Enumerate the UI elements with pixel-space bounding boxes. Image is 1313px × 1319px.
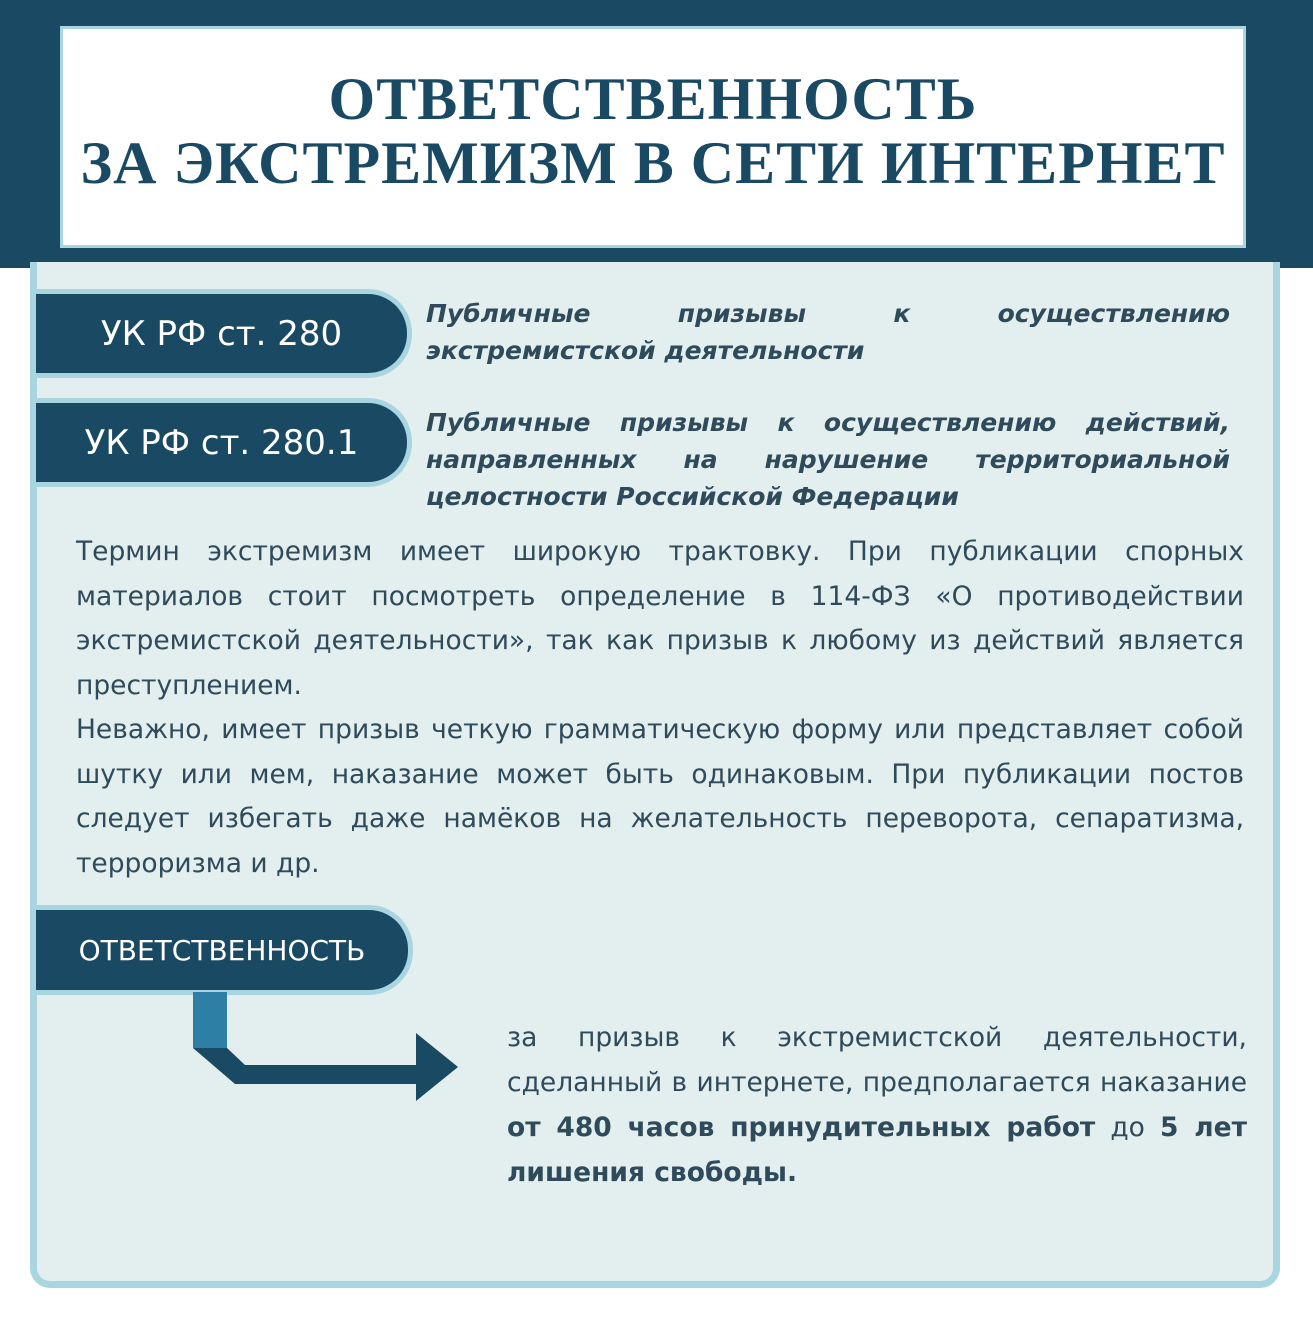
- bent-arrow-right-icon: [185, 992, 465, 1107]
- article-280-description-line-2: экстремистской деятельности: [426, 336, 865, 365]
- responsibility-label: ОТВЕТСТВЕННОСТЬ: [36, 905, 413, 995]
- article-280-label: УК РФ ст. 280: [36, 289, 412, 378]
- arrow-body: [193, 1033, 458, 1101]
- article-280-description-line-1: Публичные призывы к осуществлению: [426, 299, 1230, 328]
- penalty-connector: до: [1110, 1112, 1145, 1143]
- page-title-line-2: ЗА ЭКСТРЕМИЗМ В СЕТИ ИНТЕРНЕТ: [80, 130, 1226, 196]
- body-paragraph-2: Неважно, имеет призыв четкую грамматическую форму или представляет собой шутку или мем, наказание может быть одинаковым. При публикации постов следует избегать даже намёков на желательность переворота, сепаратизма, терроризма и др.: [76, 714, 1244, 880]
- article-280-1-description: Публичные призывы к осуществлению действий, направленных на нарушение территориальной целостности Российской Федерации: [426, 408, 1230, 511]
- penalty-intro: за призыв к экстремистской деятельности, сделанный в интернете, предполагается наказание: [507, 1022, 1247, 1098]
- penalty-text: [507, 1015, 1247, 1195]
- arrow-stem: [193, 992, 227, 1048]
- title-box: [60, 26, 1246, 248]
- penalty-max: 5 лет лишения свободы.: [507, 1112, 1247, 1188]
- penalty-min: от 480 часов принудительных работ: [507, 1112, 1096, 1143]
- body-paragraph-1: Термин экстремизм имеет широкую трактовку. При публикации спорных материалов стоит посмотреть определение в 114-ФЗ «О противодействии экстремистской деятельности», так как призыв к любому из действий является преступлением.: [76, 536, 1244, 702]
- page-title-line-1: ОТВЕТСТВЕННОСТЬ: [328, 66, 978, 132]
- article-280-1-label: УК РФ ст. 280.1: [36, 398, 412, 487]
- article-280-description: [426, 295, 1230, 369]
